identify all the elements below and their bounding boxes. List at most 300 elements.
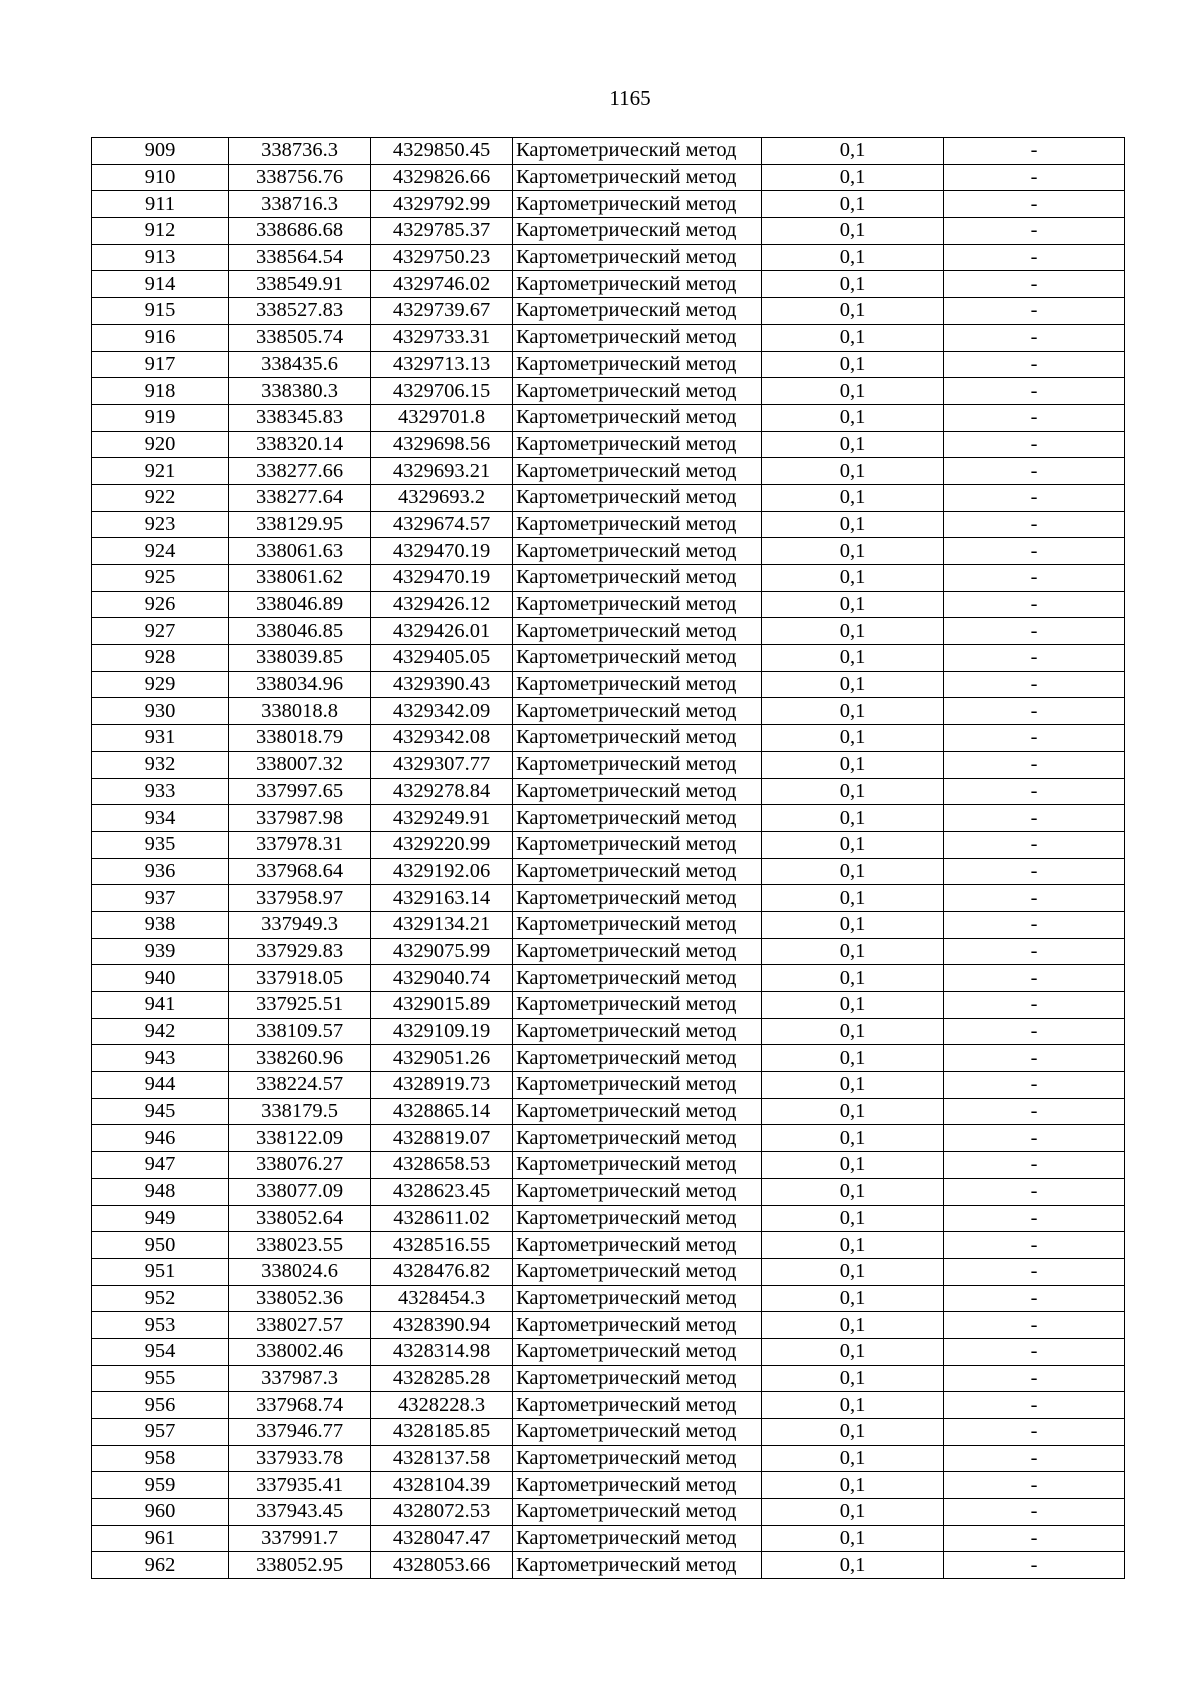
method-cell: Картометрический метод bbox=[513, 671, 762, 698]
method-cell: Картометрический метод bbox=[513, 244, 762, 271]
y-coordinate-cell: 4329220.99 bbox=[371, 831, 513, 858]
table-row bbox=[92, 404, 1125, 431]
method-cell: Картометрический метод bbox=[513, 1392, 762, 1419]
x-coordinate-cell: 338052.95 bbox=[229, 1552, 371, 1579]
table-row bbox=[92, 965, 1125, 992]
note-cell: - bbox=[944, 191, 1125, 218]
method-cell: Картометрический метод bbox=[513, 1178, 762, 1205]
x-coordinate-cell: 338505.74 bbox=[229, 324, 371, 351]
x-coordinate-cell: 338277.64 bbox=[229, 484, 371, 511]
method-cell: Картометрический метод bbox=[513, 1285, 762, 1312]
note-cell: - bbox=[944, 1312, 1125, 1339]
y-coordinate-cell: 4329134.21 bbox=[371, 911, 513, 938]
accuracy-cell: 0,1 bbox=[762, 191, 944, 218]
table-row bbox=[92, 565, 1125, 592]
point-number-cell: 912 bbox=[92, 218, 229, 245]
x-coordinate-cell: 337925.51 bbox=[229, 992, 371, 1019]
accuracy-cell: 0,1 bbox=[762, 1018, 944, 1045]
accuracy-cell: 0,1 bbox=[762, 591, 944, 618]
coordinates-table bbox=[91, 137, 1125, 1579]
accuracy-cell: 0,1 bbox=[762, 831, 944, 858]
note-cell: - bbox=[944, 1098, 1125, 1125]
point-number-cell: 922 bbox=[92, 484, 229, 511]
method-cell: Картометрический метод bbox=[513, 885, 762, 912]
y-coordinate-cell: 4329693.21 bbox=[371, 458, 513, 485]
y-coordinate-cell: 4329163.14 bbox=[371, 885, 513, 912]
method-cell: Картометрический метод bbox=[513, 938, 762, 965]
method-cell: Картометрический метод bbox=[513, 1472, 762, 1499]
point-number-cell: 915 bbox=[92, 298, 229, 325]
y-coordinate-cell: 4329426.12 bbox=[371, 591, 513, 618]
table-row bbox=[92, 458, 1125, 485]
y-coordinate-cell: 4329746.02 bbox=[371, 271, 513, 298]
point-number-cell: 944 bbox=[92, 1072, 229, 1099]
x-coordinate-cell: 337987.98 bbox=[229, 805, 371, 832]
y-coordinate-cell: 4328865.14 bbox=[371, 1098, 513, 1125]
y-coordinate-cell: 4329342.09 bbox=[371, 698, 513, 725]
table-row bbox=[92, 164, 1125, 191]
method-cell: Картометрический метод bbox=[513, 1152, 762, 1179]
table-row bbox=[92, 805, 1125, 832]
point-number-cell: 918 bbox=[92, 378, 229, 405]
y-coordinate-cell: 4329278.84 bbox=[371, 778, 513, 805]
page-number: 1165 bbox=[609, 86, 651, 110]
table-row bbox=[92, 324, 1125, 351]
point-number-cell: 956 bbox=[92, 1392, 229, 1419]
x-coordinate-cell: 338046.85 bbox=[229, 618, 371, 645]
table-row bbox=[92, 1232, 1125, 1259]
note-cell: - bbox=[944, 645, 1125, 672]
point-number-cell: 962 bbox=[92, 1552, 229, 1579]
point-number-cell: 941 bbox=[92, 992, 229, 1019]
x-coordinate-cell: 337968.74 bbox=[229, 1392, 371, 1419]
accuracy-cell: 0,1 bbox=[762, 698, 944, 725]
x-coordinate-cell: 337958.97 bbox=[229, 885, 371, 912]
method-cell: Картометрический метод bbox=[513, 698, 762, 725]
y-coordinate-cell: 4328053.66 bbox=[371, 1552, 513, 1579]
x-coordinate-cell: 338122.09 bbox=[229, 1125, 371, 1152]
table-row bbox=[92, 1552, 1125, 1579]
note-cell: - bbox=[944, 164, 1125, 191]
note-cell: - bbox=[944, 458, 1125, 485]
table-row bbox=[92, 1365, 1125, 1392]
y-coordinate-cell: 4329701.8 bbox=[371, 404, 513, 431]
y-coordinate-cell: 4329785.37 bbox=[371, 218, 513, 245]
accuracy-cell: 0,1 bbox=[762, 1338, 944, 1365]
x-coordinate-cell: 337978.31 bbox=[229, 831, 371, 858]
x-coordinate-cell: 338320.14 bbox=[229, 431, 371, 458]
point-number-cell: 930 bbox=[92, 698, 229, 725]
method-cell: Картометрический метод bbox=[513, 591, 762, 618]
note-cell: - bbox=[944, 1152, 1125, 1179]
x-coordinate-cell: 338018.79 bbox=[229, 725, 371, 752]
point-number-cell: 936 bbox=[92, 858, 229, 885]
method-cell: Картометрический метод bbox=[513, 1445, 762, 1472]
x-coordinate-cell: 337918.05 bbox=[229, 965, 371, 992]
note-cell: - bbox=[944, 271, 1125, 298]
point-number-cell: 950 bbox=[92, 1232, 229, 1259]
method-cell: Картометрический метод bbox=[513, 538, 762, 565]
y-coordinate-cell: 4329051.26 bbox=[371, 1045, 513, 1072]
y-coordinate-cell: 4328104.39 bbox=[371, 1472, 513, 1499]
accuracy-cell: 0,1 bbox=[762, 1525, 944, 1552]
x-coordinate-cell: 337949.3 bbox=[229, 911, 371, 938]
accuracy-cell: 0,1 bbox=[762, 1178, 944, 1205]
point-number-cell: 926 bbox=[92, 591, 229, 618]
table-row bbox=[92, 431, 1125, 458]
x-coordinate-cell: 338224.57 bbox=[229, 1072, 371, 1099]
method-cell: Картометрический метод bbox=[513, 298, 762, 325]
accuracy-cell: 0,1 bbox=[762, 618, 944, 645]
accuracy-cell: 0,1 bbox=[762, 858, 944, 885]
y-coordinate-cell: 4329405.05 bbox=[371, 645, 513, 672]
table-row bbox=[92, 1258, 1125, 1285]
x-coordinate-cell: 338736.3 bbox=[229, 138, 371, 165]
accuracy-cell: 0,1 bbox=[762, 1285, 944, 1312]
note-cell: - bbox=[944, 511, 1125, 538]
x-coordinate-cell: 338002.46 bbox=[229, 1338, 371, 1365]
method-cell: Картометрический метод bbox=[513, 164, 762, 191]
accuracy-cell: 0,1 bbox=[762, 458, 944, 485]
x-coordinate-cell: 338435.6 bbox=[229, 351, 371, 378]
y-coordinate-cell: 4329713.13 bbox=[371, 351, 513, 378]
point-number-cell: 920 bbox=[92, 431, 229, 458]
table-row bbox=[92, 725, 1125, 752]
y-coordinate-cell: 4329750.23 bbox=[371, 244, 513, 271]
method-cell: Картометрический метод bbox=[513, 858, 762, 885]
x-coordinate-cell: 338129.95 bbox=[229, 511, 371, 538]
y-coordinate-cell: 4329470.19 bbox=[371, 538, 513, 565]
table-row bbox=[92, 1205, 1125, 1232]
note-cell: - bbox=[944, 484, 1125, 511]
note-cell: - bbox=[944, 1285, 1125, 1312]
y-coordinate-cell: 4328819.07 bbox=[371, 1125, 513, 1152]
x-coordinate-cell: 338052.36 bbox=[229, 1285, 371, 1312]
y-coordinate-cell: 4329249.91 bbox=[371, 805, 513, 832]
point-number-cell: 931 bbox=[92, 725, 229, 752]
y-coordinate-cell: 4329109.19 bbox=[371, 1018, 513, 1045]
method-cell: Картометрический метод bbox=[513, 271, 762, 298]
y-coordinate-cell: 4328137.58 bbox=[371, 1445, 513, 1472]
x-coordinate-cell: 337987.3 bbox=[229, 1365, 371, 1392]
point-number-cell: 960 bbox=[92, 1499, 229, 1526]
note-cell: - bbox=[944, 831, 1125, 858]
accuracy-cell: 0,1 bbox=[762, 671, 944, 698]
note-cell: - bbox=[944, 1499, 1125, 1526]
x-coordinate-cell: 337935.41 bbox=[229, 1472, 371, 1499]
accuracy-cell: 0,1 bbox=[762, 538, 944, 565]
accuracy-cell: 0,1 bbox=[762, 431, 944, 458]
accuracy-cell: 0,1 bbox=[762, 751, 944, 778]
accuracy-cell: 0,1 bbox=[762, 1232, 944, 1259]
note-cell: - bbox=[944, 378, 1125, 405]
y-coordinate-cell: 4328390.94 bbox=[371, 1312, 513, 1339]
point-number-cell: 959 bbox=[92, 1472, 229, 1499]
table-row bbox=[92, 938, 1125, 965]
note-cell: - bbox=[944, 618, 1125, 645]
method-cell: Картометрический метод bbox=[513, 431, 762, 458]
accuracy-cell: 0,1 bbox=[762, 1098, 944, 1125]
y-coordinate-cell: 4328228.3 bbox=[371, 1392, 513, 1419]
x-coordinate-cell: 338077.09 bbox=[229, 1178, 371, 1205]
method-cell: Картометрический метод bbox=[513, 324, 762, 351]
table-row bbox=[92, 1472, 1125, 1499]
y-coordinate-cell: 4329706.15 bbox=[371, 378, 513, 405]
table-row bbox=[92, 244, 1125, 271]
point-number-cell: 955 bbox=[92, 1365, 229, 1392]
y-coordinate-cell: 4329739.67 bbox=[371, 298, 513, 325]
y-coordinate-cell: 4328185.85 bbox=[371, 1419, 513, 1446]
accuracy-cell: 0,1 bbox=[762, 778, 944, 805]
method-cell: Картометрический метод bbox=[513, 1258, 762, 1285]
point-number-cell: 946 bbox=[92, 1125, 229, 1152]
accuracy-cell: 0,1 bbox=[762, 565, 944, 592]
y-coordinate-cell: 4328314.98 bbox=[371, 1338, 513, 1365]
accuracy-cell: 0,1 bbox=[762, 885, 944, 912]
y-coordinate-cell: 4329674.57 bbox=[371, 511, 513, 538]
point-number-cell: 954 bbox=[92, 1338, 229, 1365]
table-row bbox=[92, 1392, 1125, 1419]
y-coordinate-cell: 4329470.19 bbox=[371, 565, 513, 592]
x-coordinate-cell: 337997.65 bbox=[229, 778, 371, 805]
x-coordinate-cell: 338027.57 bbox=[229, 1312, 371, 1339]
method-cell: Картометрический метод bbox=[513, 645, 762, 672]
note-cell: - bbox=[944, 725, 1125, 752]
x-coordinate-cell: 338260.96 bbox=[229, 1045, 371, 1072]
x-coordinate-cell: 337968.64 bbox=[229, 858, 371, 885]
point-number-cell: 909 bbox=[92, 138, 229, 165]
method-cell: Картометрический метод bbox=[513, 1018, 762, 1045]
table-row bbox=[92, 1445, 1125, 1472]
point-number-cell: 932 bbox=[92, 751, 229, 778]
note-cell: - bbox=[944, 911, 1125, 938]
accuracy-cell: 0,1 bbox=[762, 218, 944, 245]
point-number-cell: 943 bbox=[92, 1045, 229, 1072]
note-cell: - bbox=[944, 218, 1125, 245]
y-coordinate-cell: 4328658.53 bbox=[371, 1152, 513, 1179]
point-number-cell: 935 bbox=[92, 831, 229, 858]
y-coordinate-cell: 4328072.53 bbox=[371, 1499, 513, 1526]
note-cell: - bbox=[944, 938, 1125, 965]
method-cell: Картометрический метод bbox=[513, 404, 762, 431]
y-coordinate-cell: 4328476.82 bbox=[371, 1258, 513, 1285]
point-number-cell: 919 bbox=[92, 404, 229, 431]
method-cell: Картометрический метод bbox=[513, 1072, 762, 1099]
method-cell: Картометрический метод bbox=[513, 1232, 762, 1259]
accuracy-cell: 0,1 bbox=[762, 725, 944, 752]
x-coordinate-cell: 338034.96 bbox=[229, 671, 371, 698]
table-row bbox=[92, 538, 1125, 565]
point-number-cell: 929 bbox=[92, 671, 229, 698]
method-cell: Картометрический метод bbox=[513, 805, 762, 832]
note-cell: - bbox=[944, 298, 1125, 325]
method-cell: Картометрический метод bbox=[513, 1205, 762, 1232]
point-number-cell: 953 bbox=[92, 1312, 229, 1339]
method-cell: Картометрический метод bbox=[513, 1499, 762, 1526]
x-coordinate-cell: 338024.6 bbox=[229, 1258, 371, 1285]
y-coordinate-cell: 4328454.3 bbox=[371, 1285, 513, 1312]
accuracy-cell: 0,1 bbox=[762, 1072, 944, 1099]
x-coordinate-cell: 338277.66 bbox=[229, 458, 371, 485]
table-row bbox=[92, 1152, 1125, 1179]
accuracy-cell: 0,1 bbox=[762, 1312, 944, 1339]
point-number-cell: 938 bbox=[92, 911, 229, 938]
method-cell: Картометрический метод bbox=[513, 965, 762, 992]
method-cell: Картометрический метод bbox=[513, 831, 762, 858]
method-cell: Картометрический метод bbox=[513, 565, 762, 592]
coordinates-table-body bbox=[92, 138, 1125, 1579]
accuracy-cell: 0,1 bbox=[762, 298, 944, 325]
y-coordinate-cell: 4329698.56 bbox=[371, 431, 513, 458]
table-row bbox=[92, 1499, 1125, 1526]
y-coordinate-cell: 4329693.2 bbox=[371, 484, 513, 511]
note-cell: - bbox=[944, 858, 1125, 885]
note-cell: - bbox=[944, 1525, 1125, 1552]
y-coordinate-cell: 4329426.01 bbox=[371, 618, 513, 645]
note-cell: - bbox=[944, 538, 1125, 565]
table-row bbox=[92, 858, 1125, 885]
x-coordinate-cell: 338023.55 bbox=[229, 1232, 371, 1259]
note-cell: - bbox=[944, 778, 1125, 805]
point-number-cell: 913 bbox=[92, 244, 229, 271]
point-number-cell: 933 bbox=[92, 778, 229, 805]
table-row bbox=[92, 1045, 1125, 1072]
point-number-cell: 928 bbox=[92, 645, 229, 672]
table-row bbox=[92, 511, 1125, 538]
x-coordinate-cell: 338527.83 bbox=[229, 298, 371, 325]
point-number-cell: 957 bbox=[92, 1419, 229, 1446]
point-number-cell: 937 bbox=[92, 885, 229, 912]
table-row bbox=[92, 645, 1125, 672]
y-coordinate-cell: 4328047.47 bbox=[371, 1525, 513, 1552]
table-row bbox=[92, 271, 1125, 298]
x-coordinate-cell: 338076.27 bbox=[229, 1152, 371, 1179]
method-cell: Картометрический метод bbox=[513, 1312, 762, 1339]
point-number-cell: 924 bbox=[92, 538, 229, 565]
accuracy-cell: 0,1 bbox=[762, 1499, 944, 1526]
point-number-cell: 910 bbox=[92, 164, 229, 191]
method-cell: Картометрический метод bbox=[513, 484, 762, 511]
table-row bbox=[92, 1098, 1125, 1125]
method-cell: Картометрический метод bbox=[513, 351, 762, 378]
method-cell: Картометрический метод bbox=[513, 725, 762, 752]
method-cell: Картометрический метод bbox=[513, 751, 762, 778]
table-row bbox=[92, 351, 1125, 378]
accuracy-cell: 0,1 bbox=[762, 271, 944, 298]
accuracy-cell: 0,1 bbox=[762, 404, 944, 431]
point-number-cell: 934 bbox=[92, 805, 229, 832]
note-cell: - bbox=[944, 1365, 1125, 1392]
note-cell: - bbox=[944, 992, 1125, 1019]
table-row bbox=[92, 751, 1125, 778]
method-cell: Картометрический метод bbox=[513, 1338, 762, 1365]
accuracy-cell: 0,1 bbox=[762, 938, 944, 965]
method-cell: Картометрический метод bbox=[513, 992, 762, 1019]
note-cell: - bbox=[944, 565, 1125, 592]
table-row bbox=[92, 992, 1125, 1019]
x-coordinate-cell: 337991.7 bbox=[229, 1525, 371, 1552]
x-coordinate-cell: 338756.76 bbox=[229, 164, 371, 191]
table-row bbox=[92, 698, 1125, 725]
point-number-cell: 951 bbox=[92, 1258, 229, 1285]
x-coordinate-cell: 338380.3 bbox=[229, 378, 371, 405]
y-coordinate-cell: 4328611.02 bbox=[371, 1205, 513, 1232]
table-row bbox=[92, 1338, 1125, 1365]
y-coordinate-cell: 4328623.45 bbox=[371, 1178, 513, 1205]
point-number-cell: 927 bbox=[92, 618, 229, 645]
method-cell: Картометрический метод bbox=[513, 458, 762, 485]
method-cell: Картометрический метод bbox=[513, 778, 762, 805]
accuracy-cell: 0,1 bbox=[762, 1419, 944, 1446]
point-number-cell: 940 bbox=[92, 965, 229, 992]
point-number-cell: 914 bbox=[92, 271, 229, 298]
method-cell: Картометрический метод bbox=[513, 1525, 762, 1552]
x-coordinate-cell: 338564.54 bbox=[229, 244, 371, 271]
table-row bbox=[92, 1125, 1125, 1152]
note-cell: - bbox=[944, 885, 1125, 912]
method-cell: Картометрический метод bbox=[513, 378, 762, 405]
accuracy-cell: 0,1 bbox=[762, 511, 944, 538]
table-row bbox=[92, 671, 1125, 698]
method-cell: Картометрический метод bbox=[513, 218, 762, 245]
note-cell: - bbox=[944, 1472, 1125, 1499]
accuracy-cell: 0,1 bbox=[762, 1125, 944, 1152]
note-cell: - bbox=[944, 404, 1125, 431]
note-cell: - bbox=[944, 1205, 1125, 1232]
table-row bbox=[92, 911, 1125, 938]
point-number-cell: 961 bbox=[92, 1525, 229, 1552]
x-coordinate-cell: 337933.78 bbox=[229, 1445, 371, 1472]
accuracy-cell: 0,1 bbox=[762, 1445, 944, 1472]
y-coordinate-cell: 4329733.31 bbox=[371, 324, 513, 351]
note-cell: - bbox=[944, 1178, 1125, 1205]
table-row bbox=[92, 1525, 1125, 1552]
y-coordinate-cell: 4329015.89 bbox=[371, 992, 513, 1019]
accuracy-cell: 0,1 bbox=[762, 911, 944, 938]
note-cell: - bbox=[944, 965, 1125, 992]
table-row bbox=[92, 138, 1125, 165]
method-cell: Картометрический метод bbox=[513, 1098, 762, 1125]
accuracy-cell: 0,1 bbox=[762, 1152, 944, 1179]
table-row bbox=[92, 191, 1125, 218]
table-row bbox=[92, 885, 1125, 912]
note-cell: - bbox=[944, 1232, 1125, 1259]
table-row bbox=[92, 1018, 1125, 1045]
point-number-cell: 921 bbox=[92, 458, 229, 485]
y-coordinate-cell: 4328516.55 bbox=[371, 1232, 513, 1259]
accuracy-cell: 0,1 bbox=[762, 351, 944, 378]
method-cell: Картометрический метод bbox=[513, 1419, 762, 1446]
accuracy-cell: 0,1 bbox=[762, 1205, 944, 1232]
table-row bbox=[92, 378, 1125, 405]
method-cell: Картометрический метод bbox=[513, 1125, 762, 1152]
note-cell: - bbox=[944, 1258, 1125, 1285]
accuracy-cell: 0,1 bbox=[762, 1365, 944, 1392]
table-row bbox=[92, 1419, 1125, 1446]
y-coordinate-cell: 4329792.99 bbox=[371, 191, 513, 218]
note-cell: - bbox=[944, 1125, 1125, 1152]
accuracy-cell: 0,1 bbox=[762, 378, 944, 405]
x-coordinate-cell: 338716.3 bbox=[229, 191, 371, 218]
y-coordinate-cell: 4329342.08 bbox=[371, 725, 513, 752]
table-row bbox=[92, 218, 1125, 245]
table-row bbox=[92, 1178, 1125, 1205]
x-coordinate-cell: 338179.5 bbox=[229, 1098, 371, 1125]
accuracy-cell: 0,1 bbox=[762, 164, 944, 191]
note-cell: - bbox=[944, 751, 1125, 778]
table-row bbox=[92, 1285, 1125, 1312]
x-coordinate-cell: 338061.63 bbox=[229, 538, 371, 565]
